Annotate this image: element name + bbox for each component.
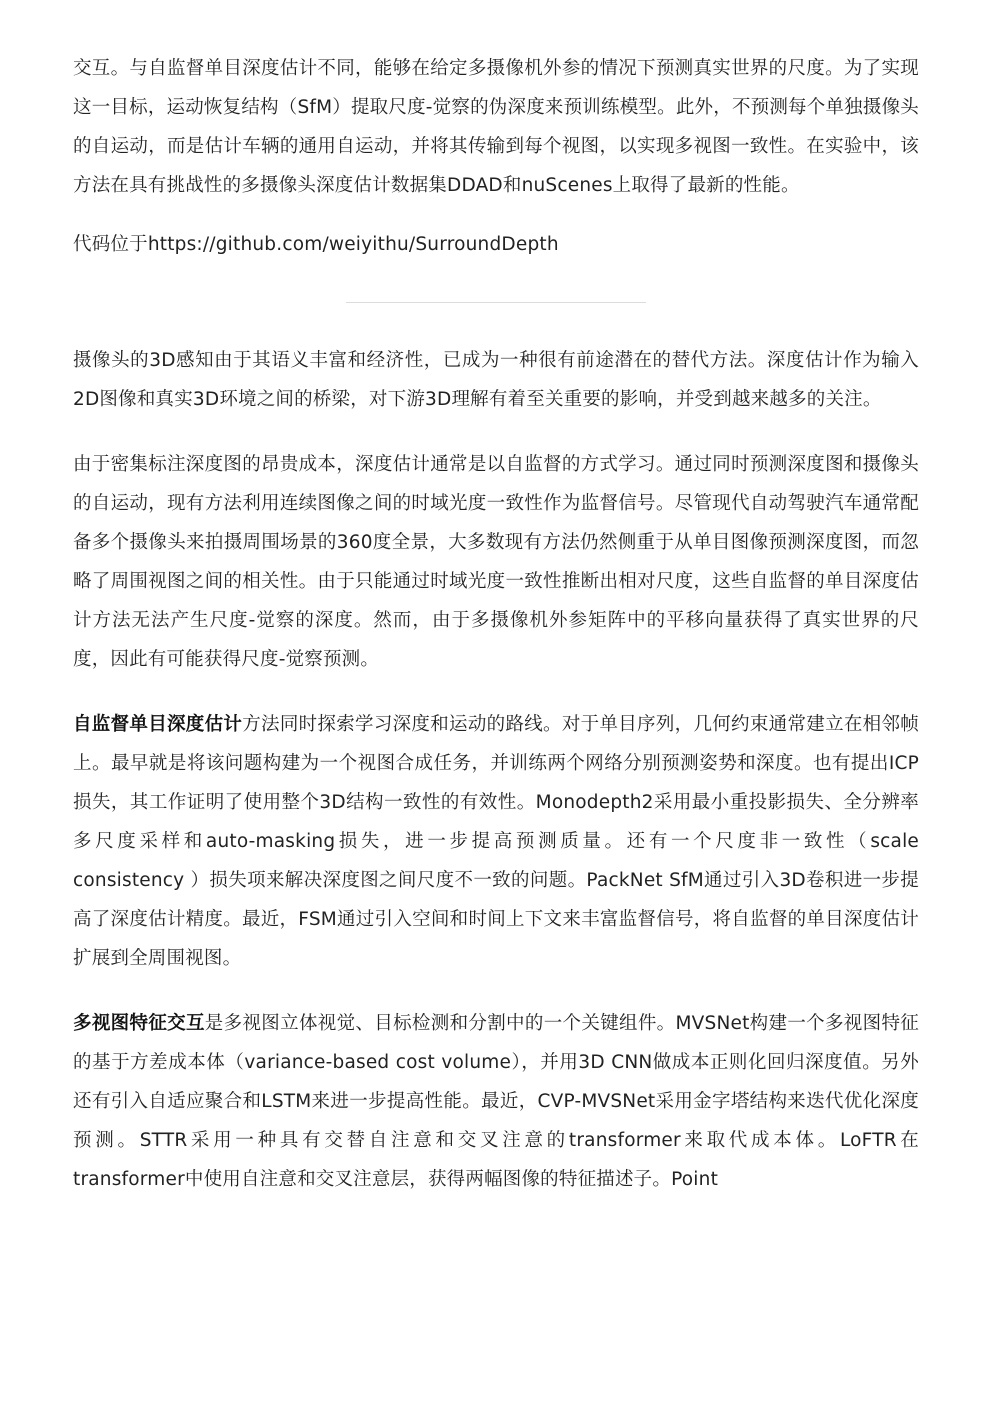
text-multiview-feature-interaction: 是多视图立体视觉、目标检测和分割中的一个关键组件。MVSNet构建一个多视图特征的基于方差成本体（variance-based cost volume），并用3D CNN做成本正则化回归深度值。另外还有引入自适应聚合和LSTM来进一步提高性能。最近，CVP-MVSNet采用金字塔结构来迭代优化深度预测。STTR采用一种具有交替自注意和交叉注意的transformer来取代成本体。LoFTR在transformer中使用自注意和交叉注意层，获得两幅图像的特征描述子。Point — [73, 1013, 919, 1190]
heading-monocular-depth-estimation: 自监督单目深度估计 — [73, 714, 243, 735]
paragraph-camera-3d-perception: 摄像头的3D感知由于其语义丰富和经济性，已成为一种很有前途潜在的替代方法。深度估计作为输入2D图像和真实3D环境之间的桥梁，对下游3D理解有着至关重要的影响，并受到越来越多的关注。 — [73, 350, 919, 410]
code-label: 代码位于 — [73, 234, 148, 255]
code-location-line — [73, 225, 919, 264]
text-monocular-depth-estimation: 方法同时探索学习深度和运动的路线。对于单目序列，几何约束通常建立在相邻帧上。最早就是将该问题构建为一个视图合成任务，并训练两个网络分别预测姿势和深度。也有提出ICP损失，其工作证明了使用整个3D结构一致性的有效性。Monodepth2采用最小重投影损失、全分辨率多尺度采样和auto-masking损失，进一步提高预测质量。还有一个尺度非一致性（scale consistency ）损失项来解决深度图之间尺度不一致的问题。PackNet SfM通过引入3D卷积进一步提高了深度估计精度。最近，FSM通过引入空间和时间上下文来丰富监督信号，将自监督的单目深度估计扩展到全周围视图。 — [73, 714, 919, 969]
paragraph-self-supervised-depth: 由于密集标注深度图的昂贵成本，深度估计通常是以自监督的方式学习。通过同时预测深度图和摄像头的自运动，现有方法利用连续图像之间的时域光度一致性作为监督信号。尽管现代自动驾驶汽车通常配备多个摄像头来拍摄周围场景的360度全景，大多数现有方法仍然侧重于从单目图像预测深度图，而忽略了周围视图之间的相关性。由于只能通过时域光度一致性推断出相对尺度，这些自监督的单目深度估计方法无法产生尺度-觉察的深度。然而，由于多摄像机外参矩阵中的平移向量获得了真实世界的尺度，因此有可能获得尺度-觉察预测。 — [73, 454, 919, 670]
section-divider — [346, 302, 646, 303]
document-page — [73, 49, 919, 1199]
code-url-link[interactable]: https://github.com/weiyithu/SurroundDepth — [147, 234, 559, 255]
paragraph-monocular-depth-estimation — [73, 705, 919, 978]
intro-paragraph: 交互。与自监督单目深度估计不同，能够在给定多摄像机外参的情况下预测真实世界的尺度。为了实现这一目标，运动恢复结构（SfM）提取尺度-觉察的伪深度来预训练模型。此外，不预测每个单独摄像头的自运动，而是估计车辆的通用自运动，并将其传输到每个视图，以实现多视图一致性。在实验中，该方法在具有挑战性的多摄像头深度估计数据集DDAD和nuScenes上取得了最新的性能。 — [73, 58, 919, 196]
paragraph-multiview-feature-interaction — [73, 1004, 919, 1199]
heading-multiview-feature-interaction: 多视图特征交互 — [73, 1013, 205, 1034]
